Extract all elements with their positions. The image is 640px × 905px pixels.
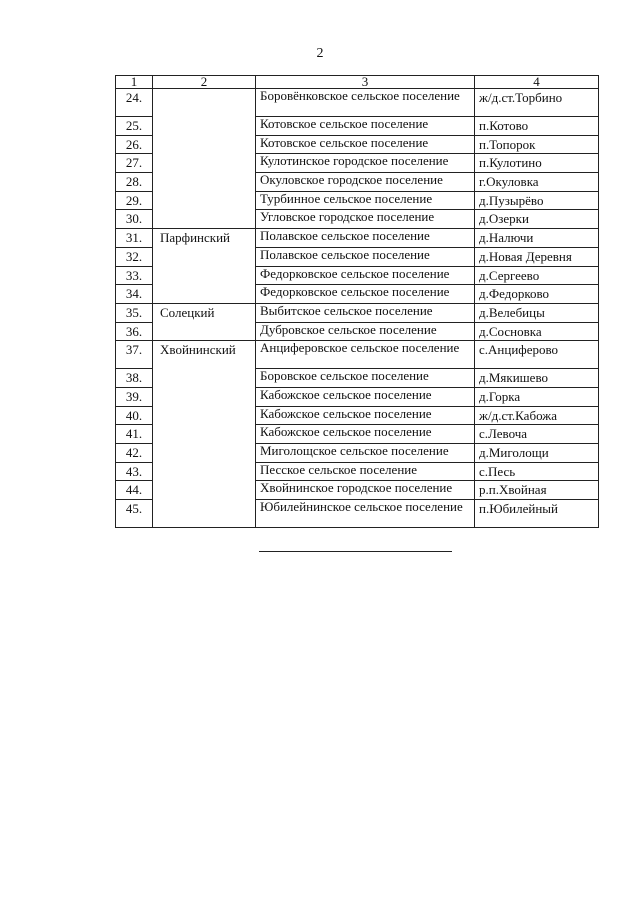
row-number: 32. [116, 247, 153, 266]
administrative-center: д.Горка [475, 387, 599, 406]
settlement-name: Федорковское сельское поселение [256, 285, 475, 304]
row-number: 34. [116, 285, 153, 304]
row-number: 28. [116, 173, 153, 192]
table-row [116, 341, 599, 369]
table-row [116, 89, 599, 117]
column-header-settlement: 3 [256, 76, 475, 89]
row-number: 33. [116, 266, 153, 285]
administrative-center: д.Налючи [475, 229, 599, 248]
administrative-center: д.Федорково [475, 285, 599, 304]
row-number: 40. [116, 406, 153, 425]
row-number: 29. [116, 191, 153, 210]
administrative-center: д.Сергеево [475, 266, 599, 285]
administrative-center: д.Сосновка [475, 322, 599, 341]
settlement-name: Хвойнинское городское поселение [256, 481, 475, 500]
administrative-center: с.Анциферово [475, 341, 599, 369]
row-number: 38. [116, 369, 153, 388]
settlement-name: Окуловское городское поселение [256, 173, 475, 192]
administrative-center: д.Озерки [475, 210, 599, 229]
settlement-name: Выбитское сельское поселение [256, 303, 475, 322]
table-row [116, 303, 599, 322]
page-number: 2 [316, 46, 324, 61]
row-number: 35. [116, 303, 153, 322]
row-number: 30. [116, 210, 153, 229]
administrative-center: ж/д.ст.Торбино [475, 89, 599, 117]
district-cell: Парфинский [153, 229, 256, 304]
column-header-center: 4 [475, 76, 599, 89]
table-body [116, 89, 599, 528]
settlement-name: Котовское сельское поселение [256, 135, 475, 154]
administrative-center: п.Топорок [475, 135, 599, 154]
row-number: 41. [116, 425, 153, 444]
column-header-number: 1 [116, 76, 153, 89]
district-cell: Солецкий [153, 303, 256, 340]
settlement-name: Кулотинское городское поселение [256, 154, 475, 173]
row-number: 31. [116, 229, 153, 248]
row-number: 24. [116, 89, 153, 117]
closing-rule [259, 551, 452, 552]
settlement-name: Песское сельское поселение [256, 462, 475, 481]
column-header-district: 2 [153, 76, 256, 89]
district-cell [153, 89, 256, 229]
settlement-name: Дубровское сельское поселение [256, 322, 475, 341]
settlement-name: Юбилейнинское сельское поселение [256, 500, 475, 528]
settlement-name: Боровское сельское поселение [256, 369, 475, 388]
settlements-table [115, 75, 599, 528]
administrative-center: с.Левоча [475, 425, 599, 444]
settlement-name: Турбинное сельское поселение [256, 191, 475, 210]
settlement-name: Кабожское сельское поселение [256, 425, 475, 444]
administrative-center: п.Кулотино [475, 154, 599, 173]
administrative-center: д.Велебицы [475, 303, 599, 322]
settlement-name: Кабожское сельское поселение [256, 387, 475, 406]
settlement-name: Анциферовское сельское поселение [256, 341, 475, 369]
administrative-center: д.Миголощи [475, 444, 599, 463]
administrative-center: с.Песь [475, 462, 599, 481]
table-row [116, 229, 599, 248]
table-header-row [116, 76, 599, 89]
row-number: 36. [116, 322, 153, 341]
row-number: 44. [116, 481, 153, 500]
settlement-name: Боровёнковское сельское поселение [256, 89, 475, 117]
settlement-name: Полавское сельское поселение [256, 247, 475, 266]
settlement-name: Угловское городское поселение [256, 210, 475, 229]
row-number: 42. [116, 444, 153, 463]
administrative-center: д.Мякишево [475, 369, 599, 388]
administrative-center: ж/д.ст.Кабожа [475, 406, 599, 425]
settlement-name: Котовское сельское поселение [256, 117, 475, 136]
row-number: 43. [116, 462, 153, 481]
district-cell: Хвойнинский [153, 341, 256, 528]
settlement-name: Федорковское сельское поселение [256, 266, 475, 285]
administrative-center: п.Котово [475, 117, 599, 136]
administrative-center: д.Новая Деревня [475, 247, 599, 266]
row-number: 37. [116, 341, 153, 369]
administrative-center: п.Юбилейный [475, 500, 599, 528]
settlement-name: Кабожское сельское поселение [256, 406, 475, 425]
administrative-center: г.Окуловка [475, 173, 599, 192]
settlement-name: Полавское сельское поселение [256, 229, 475, 248]
row-number: 39. [116, 387, 153, 406]
administrative-center: р.п.Хвойная [475, 481, 599, 500]
row-number: 45. [116, 500, 153, 528]
row-number: 27. [116, 154, 153, 173]
administrative-center: д.Пузырёво [475, 191, 599, 210]
row-number: 25. [116, 117, 153, 136]
settlement-name: Миголощское сельское поселение [256, 444, 475, 463]
row-number: 26. [116, 135, 153, 154]
